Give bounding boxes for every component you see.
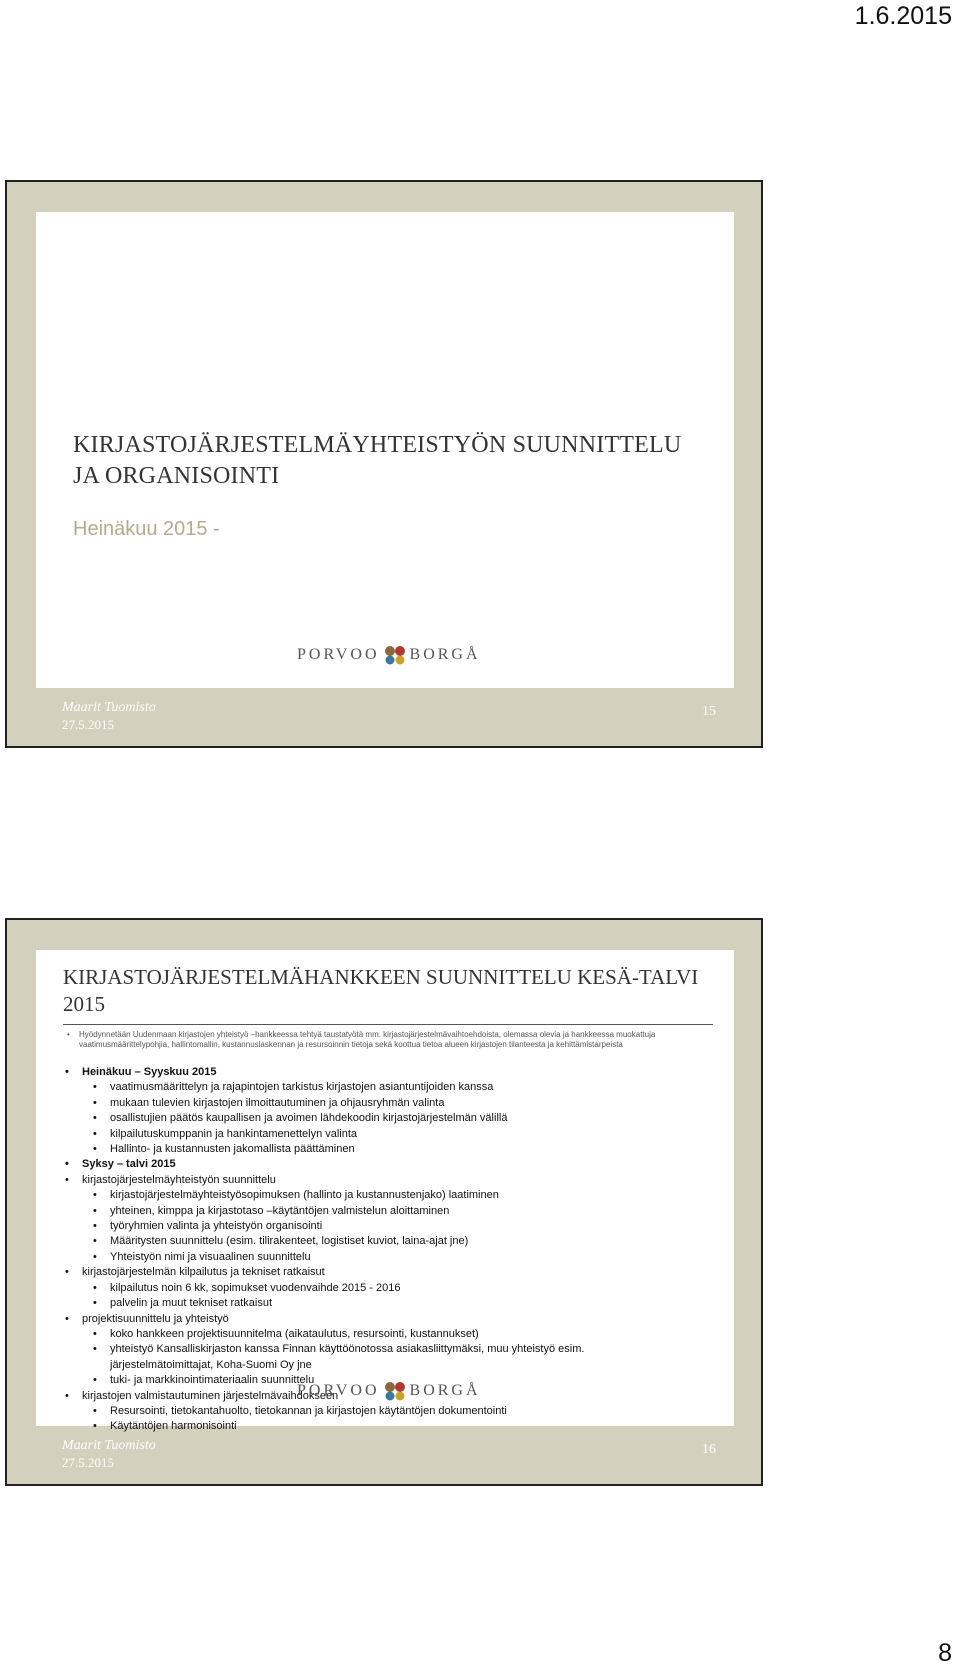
list-item xyxy=(63,1327,713,1342)
logo-text-borga: BORGÅ xyxy=(409,1382,481,1399)
list-item xyxy=(63,1265,713,1280)
list-item xyxy=(63,1111,713,1126)
list-item xyxy=(63,1358,713,1373)
bullet-icon: • xyxy=(93,1235,97,1248)
list-item-text: projektisuunnittelu ja yhteistyö xyxy=(82,1312,229,1325)
list-item-text: järjestelmätoimittajat, Koha-Suomi Oy jne xyxy=(110,1358,312,1371)
list-item xyxy=(63,1404,713,1419)
bullet-icon: • xyxy=(93,1420,97,1433)
slide-author: Maarit Tuomisto xyxy=(62,1438,156,1453)
slide-title: KIRJASTOJÄRJESTELMÄYHTEISTYÖN SUUNNITTELU JA ORGANISOINTI xyxy=(73,432,682,489)
list-item xyxy=(63,1096,713,1111)
list-item-text: palvelin ja muut tekniset ratkaisut xyxy=(110,1297,273,1310)
list-item-text: Hallinto- ja kustannusten jakomallista päättäminen xyxy=(110,1143,355,1156)
list-item xyxy=(63,1250,713,1265)
list-item-text: kirjastojärjestelmän kilpailutus ja tekniset ratkaisut xyxy=(82,1266,325,1279)
bullet-icon: • xyxy=(93,1297,97,1310)
list-item-text: kirjastojärjestelmäyhteistyösopimuksen (hallinto ja kustannustenjako) laatiminen xyxy=(110,1189,499,1202)
bullet-icon: • xyxy=(93,1143,97,1156)
list-item-text: Yhteistyön nimi ja visuaalinen suunnittelu xyxy=(110,1250,311,1263)
title-divider xyxy=(63,1024,713,1025)
slide-16 xyxy=(5,918,763,1486)
bullet-icon: • xyxy=(93,1250,97,1263)
list-item xyxy=(63,1296,713,1311)
bullet-icon: • xyxy=(93,1281,97,1294)
logo-emblem-icon xyxy=(383,644,407,666)
bullet-icon: • xyxy=(65,1173,69,1186)
intro-paragraph xyxy=(67,1030,715,1050)
logo-text-borga: BORGÅ xyxy=(409,646,481,663)
bullet-icon: • xyxy=(93,1189,97,1202)
list-item xyxy=(63,1342,713,1357)
bullet-icon: • xyxy=(93,1204,97,1217)
list-item-text: työryhmien valinta ja yhteistyön organisointi xyxy=(110,1220,323,1233)
list-item-text: tuki- ja markkinointimateriaalin suunnittelu xyxy=(110,1374,315,1387)
list-item-text: vaatimusmäärittelyn ja rajapintojen tarkistus kirjastojen asiantuntijoiden kanssa xyxy=(110,1081,494,1094)
list-item-text: Resursointi, tietokantahuolto, tietokannan ja kirjastojen käytäntöjen dokumentointi xyxy=(110,1404,507,1417)
list-item-text: kirjastojärjestelmäyhteistyön suunnittelu xyxy=(82,1173,276,1186)
list-item-text: Heinäkuu – Syyskuu 2015 xyxy=(82,1066,217,1078)
logo-text-porvoo: PORVOO xyxy=(297,646,380,663)
bullet-icon: • xyxy=(93,1220,97,1233)
bullet-icon: • xyxy=(93,1404,97,1417)
logo-emblem-icon xyxy=(383,1380,407,1402)
list-item xyxy=(63,1080,713,1095)
bullet-icon: • xyxy=(93,1127,97,1140)
bullet-icon: • xyxy=(93,1081,97,1094)
list-item xyxy=(63,1065,713,1080)
bullet-icon: • xyxy=(65,1066,69,1078)
bullet-icon: • xyxy=(93,1343,97,1356)
bullet-icon: • xyxy=(93,1374,97,1387)
list-item-text: mukaan tulevien kirjastojen ilmoittautuminen ja ohjausryhmän valinta xyxy=(110,1096,445,1109)
list-item xyxy=(63,1234,713,1249)
list-item xyxy=(63,1219,713,1234)
bullet-icon: • xyxy=(93,1112,97,1125)
slide-title: KIRJASTOJÄRJESTELMÄHANKKEEN SUUNNITTELU KESÄ-TALVI 2015 xyxy=(63,965,699,1016)
bullet-icon: • xyxy=(67,1030,70,1039)
list-item-text: kirjastojen valmistautuminen järjestelmävaihdokseen xyxy=(82,1389,339,1402)
list-item xyxy=(63,1204,713,1219)
logo-text-porvoo: PORVOO xyxy=(297,1382,380,1399)
slide-author: Maarit Tuomisto xyxy=(62,700,156,715)
bullet-icon: • xyxy=(65,1389,69,1402)
list-item xyxy=(63,1312,713,1327)
list-item-text: kilpailutus noin 6 kk, sopimukset vuodenvaihde 2015 - 2016 xyxy=(110,1281,401,1294)
bullet-icon: • xyxy=(65,1312,69,1325)
porvoo-borga-logo xyxy=(297,1380,481,1402)
slide-date: 27.5.2015 xyxy=(62,717,114,732)
list-item-text: Syksy – talvi 2015 xyxy=(82,1158,176,1171)
page-number: 8 xyxy=(938,1639,952,1667)
list-item-text: koko hankkeen projektisuunnitelma (aikataulutus, resursointi, kustannukset) xyxy=(110,1327,479,1340)
list-item xyxy=(63,1173,713,1188)
list-item-text: kilpailutuskumppanin ja hankintamenettelyn valinta xyxy=(110,1127,358,1140)
slide-number: 15 xyxy=(702,704,716,719)
slide-subtitle: Heinäkuu 2015 - xyxy=(73,518,220,540)
list-item xyxy=(63,1281,713,1296)
page-date: 1.6.2015 xyxy=(854,2,952,30)
slide-date: 27.5.2015 xyxy=(62,1455,114,1470)
list-item-text: yhteistyö Kansalliskirjaston kanssa Finnan käyttöönotossa asiakasliittymäksi, muu yhteistyö esim. xyxy=(110,1343,585,1356)
list-item xyxy=(63,1419,713,1434)
list-item-text: Määritysten suunnittelu (esim. tilirakenteet, logistiset kuviot, laina-ajat jne) xyxy=(110,1235,469,1248)
list-item-text: osallistujien päätös kaupallisen ja avoimen lähdekoodin kirjastojärjestelmän välillä xyxy=(110,1112,508,1125)
slide-number: 16 xyxy=(702,1442,716,1457)
porvoo-borga-logo xyxy=(297,644,481,666)
bullet-icon: • xyxy=(93,1327,97,1340)
list-item xyxy=(63,1157,713,1172)
list-item xyxy=(63,1127,713,1142)
list-item-text: Käytäntöjen harmonisointi xyxy=(110,1420,237,1433)
bullet-icon: • xyxy=(65,1266,69,1279)
bullet-icon: • xyxy=(93,1096,97,1109)
slide-15 xyxy=(5,180,763,748)
bullet-icon: • xyxy=(65,1158,69,1171)
list-item xyxy=(63,1188,713,1203)
list-item xyxy=(63,1142,713,1157)
list-item-text: yhteinen, kimppa ja kirjastotaso –käytäntöjen valmistelun aloittaminen xyxy=(110,1204,450,1217)
intro-text: Hyödynnetään Uudenmaan kirjastojen yhteistyö –hankkeessa tehtyä taustatyötä mm. kirjastojärjestelmävaihtoehdoista, olemassa olevia ja hankkeessa muokattuja vaatimusmäärittelypohjia, hallintomallin, kustannuslaskennan ja resursoinnin tietoja sekä koottua tietoa alueen kirjastojen tilanteesta ja kehittämistarpeista xyxy=(79,1030,656,1049)
